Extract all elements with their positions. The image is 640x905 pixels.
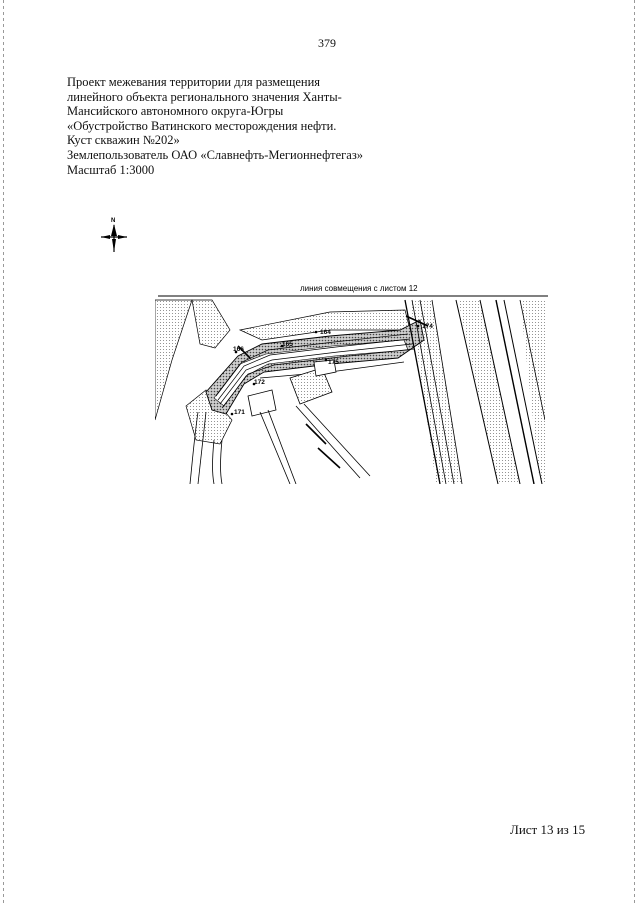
- scale-label: Масштаб 1:3000: [67, 162, 155, 177]
- title-line: Проект межевания территории для размещения: [67, 75, 321, 89]
- point-label: 171: [234, 409, 245, 416]
- north-label: N: [111, 218, 116, 224]
- dotted-area-north: [192, 300, 230, 348]
- title-line: линейного объекта регионального значения Ханты-: [67, 89, 342, 104]
- page-number: 379: [318, 36, 336, 50]
- point-label: 165: [282, 341, 293, 348]
- dotted-area-east: [520, 300, 545, 484]
- sheet-label: Лист 13 из 15: [510, 822, 586, 837]
- title-line: Куст скважин №202»: [67, 133, 180, 148]
- dotted-area-left: [155, 300, 192, 420]
- point-label: 174: [422, 323, 433, 330]
- building-small: [248, 390, 276, 416]
- point-label: 172: [254, 379, 265, 386]
- match-line-label: линия совмещения с листом 12: [300, 284, 418, 293]
- title-line: «Обустройство Ватинского месторождения нефти.: [67, 118, 337, 133]
- point-label: 175: [328, 359, 339, 366]
- title-line: Мансийского автономного округа-Югры: [67, 104, 284, 119]
- title-line: Землепользователь ОАО «Славнефть-Мегионнефтегаз»: [67, 147, 364, 162]
- north-arrow-icon: [101, 218, 127, 252]
- point-label: 166: [233, 346, 244, 353]
- road-strip-dotted: [458, 300, 520, 484]
- point-label: 164: [320, 329, 331, 336]
